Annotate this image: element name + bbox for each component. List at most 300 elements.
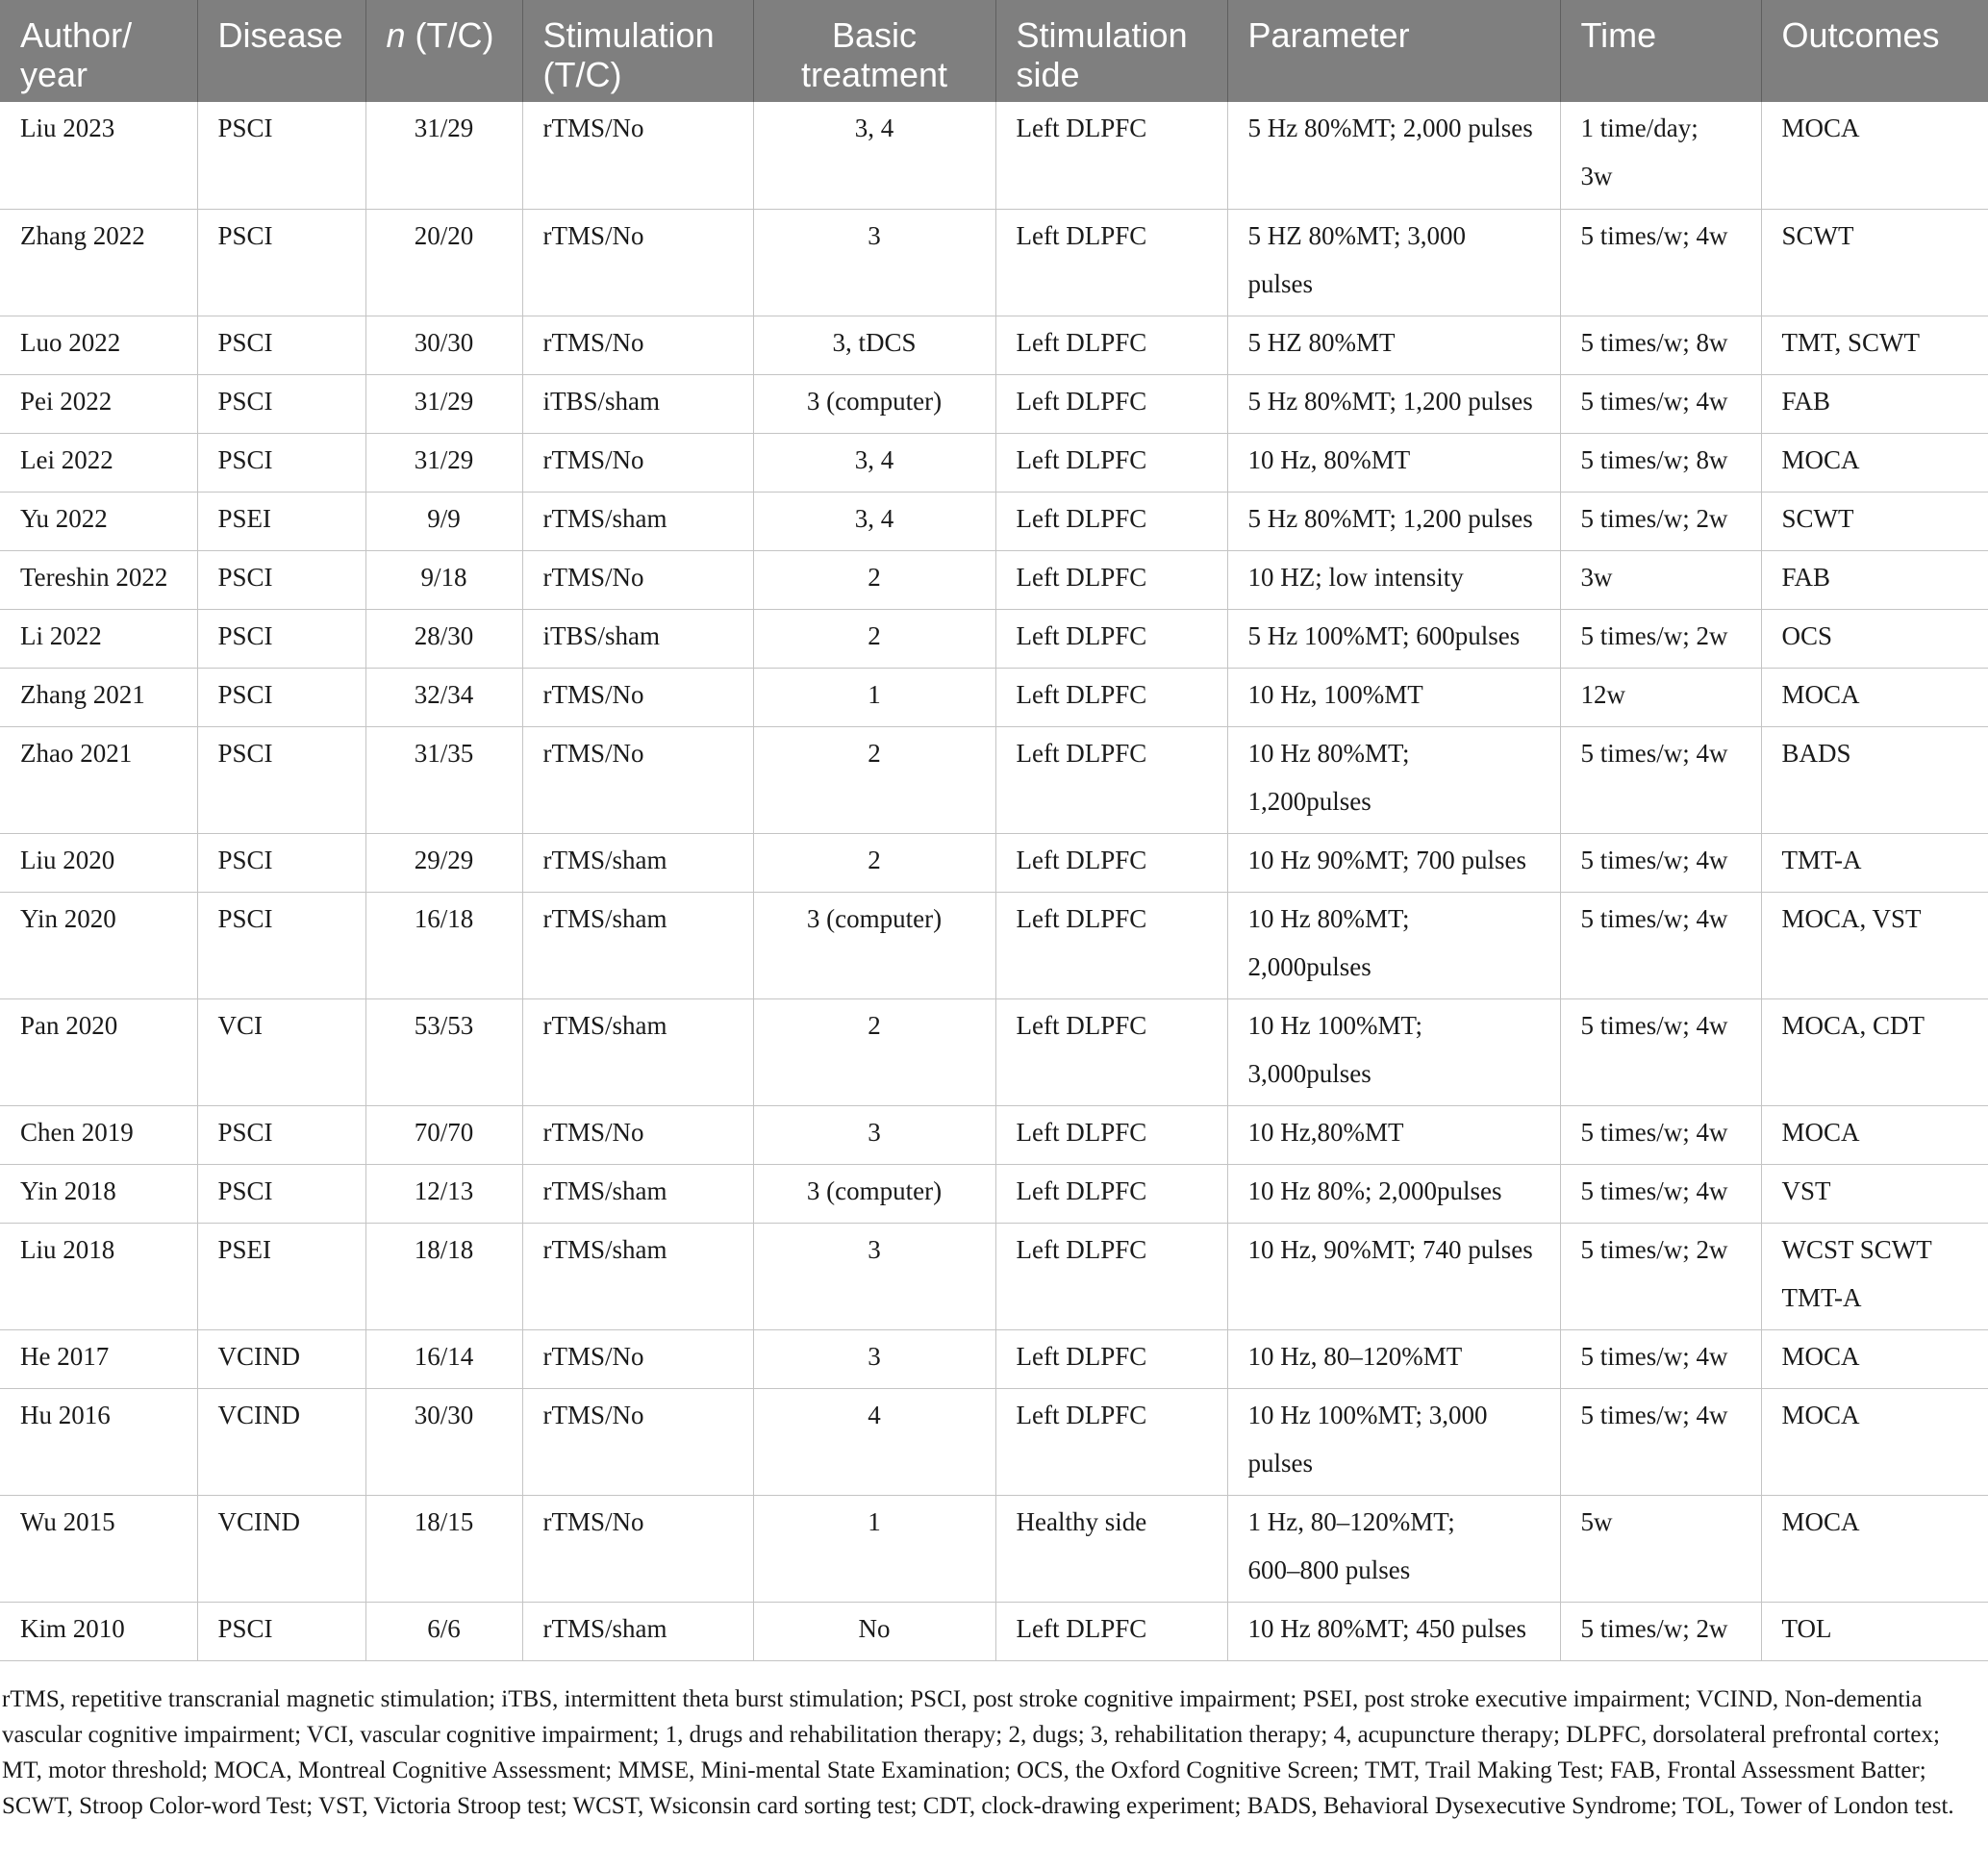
table-row	[0, 1329, 1988, 1388]
cell-n	[365, 833, 522, 892]
cell-outcomes	[1761, 609, 1988, 668]
cell-parameter-text: 10 HZ; low intensity	[1247, 562, 1464, 592]
cell-time	[1560, 833, 1761, 892]
cell-author-year	[0, 1223, 197, 1329]
cell-stimulation-text: rTMS/No	[542, 679, 644, 709]
cell-outcomes	[1761, 374, 1988, 433]
cell-parameter	[1227, 1329, 1560, 1388]
cell-outcomes	[1761, 316, 1988, 374]
cell-stimulation-side-text: Left DLPFC	[1016, 562, 1147, 592]
cell-stimulation	[522, 998, 753, 1105]
cell-outcomes	[1761, 833, 1988, 892]
cell-disease-text: PSCI	[217, 738, 273, 768]
cell-parameter	[1227, 668, 1560, 726]
cell-basic-treatment	[753, 492, 995, 550]
cell-outcomes-text: MOCA	[1781, 1506, 1860, 1536]
cell-stimulation	[522, 1602, 753, 1660]
cell-disease-text: PSCI	[217, 444, 273, 474]
cell-n	[365, 550, 522, 609]
table-row	[0, 316, 1988, 374]
cell-author-year-text: Kim 2010	[20, 1613, 125, 1643]
cell-n	[365, 1329, 522, 1388]
cell-n-text: 31/35	[414, 738, 474, 768]
cell-outcomes	[1761, 1602, 1988, 1660]
cell-basic-treatment-text: 2	[868, 738, 881, 768]
cell-n	[365, 316, 522, 374]
cell-time	[1560, 892, 1761, 998]
cell-parameter	[1227, 998, 1560, 1105]
cell-author-year-text: Lei 2022	[20, 444, 113, 474]
cell-basic-treatment	[753, 316, 995, 374]
cell-time	[1560, 1602, 1761, 1660]
cell-n-text: 18/18	[414, 1234, 474, 1264]
cell-stimulation	[522, 433, 753, 492]
cell-outcomes-text: TMT, SCWT	[1781, 327, 1920, 357]
cell-stimulation-side-text: Left DLPFC	[1016, 903, 1147, 933]
cell-stimulation-side	[995, 1223, 1227, 1329]
cell-parameter-text: 5 Hz 80%MT; 1,200 pulses	[1247, 386, 1533, 416]
cell-time-text: 5 times/w; 4w	[1580, 386, 1728, 416]
cell-stimulation-side-text: Left DLPFC	[1016, 114, 1147, 142]
cell-time	[1560, 1223, 1761, 1329]
cell-n	[365, 1602, 522, 1660]
cell-time	[1560, 998, 1761, 1105]
cell-basic-treatment-text: 3, tDCS	[832, 327, 917, 357]
cell-parameter-text: 1 Hz, 80–120%MT; 600–800 pulses	[1247, 1506, 1455, 1584]
cell-disease-text: VCIND	[217, 1341, 300, 1371]
cell-outcomes	[1761, 1223, 1988, 1329]
cell-outcomes-text: SCWT	[1781, 220, 1854, 250]
cell-parameter	[1227, 1495, 1560, 1602]
table-row	[0, 1164, 1988, 1223]
cell-time-text: 3w	[1580, 562, 1613, 592]
cell-basic-treatment	[753, 1388, 995, 1495]
table-row	[0, 374, 1988, 433]
cell-outcomes-text: MOCA	[1781, 1400, 1860, 1429]
cell-time-text: 5 times/w; 4w	[1580, 1341, 1728, 1371]
cell-parameter-text: 10 Hz 100%MT; 3,000 pulses	[1247, 1400, 1488, 1478]
cell-stimulation-text: rTMS/sham	[542, 503, 667, 533]
cell-n	[365, 609, 522, 668]
table-body	[0, 102, 1988, 1660]
cell-basic-treatment-text: 4	[868, 1400, 881, 1429]
cell-disease	[197, 892, 365, 998]
cell-stimulation-text: rTMS/No	[542, 114, 644, 142]
cell-time-text: 5 times/w; 2w	[1580, 620, 1728, 650]
cell-author-year	[0, 1164, 197, 1223]
cell-author-year	[0, 1495, 197, 1602]
cell-parameter	[1227, 492, 1560, 550]
cell-stimulation-side-text: Left DLPFC	[1016, 1400, 1147, 1429]
cell-time	[1560, 609, 1761, 668]
cell-author-year-text: Pei 2022	[20, 386, 113, 416]
cell-basic-treatment	[753, 433, 995, 492]
cell-parameter-text: 10 Hz,80%MT	[1247, 1117, 1404, 1147]
cell-stimulation-side	[995, 1164, 1227, 1223]
cell-author-year-text: Liu 2023	[20, 114, 115, 142]
cell-author-year	[0, 1105, 197, 1164]
cell-n	[365, 1223, 522, 1329]
cell-disease-text: VCIND	[217, 1400, 300, 1429]
cell-basic-treatment-text: 2	[868, 620, 881, 650]
cell-outcomes-text: TOL	[1781, 1613, 1832, 1643]
cell-n	[365, 998, 522, 1105]
cell-parameter	[1227, 1164, 1560, 1223]
cell-basic-treatment-text: 2	[868, 1010, 881, 1040]
header-stimulation-side: Stimulation side	[995, 0, 1227, 102]
cell-basic-treatment	[753, 1105, 995, 1164]
cell-author-year-text: Hu 2016	[20, 1400, 111, 1429]
cell-time	[1560, 492, 1761, 550]
cell-basic-treatment-text: 2	[868, 562, 881, 592]
cell-parameter-text: 5 Hz 80%MT; 1,200 pulses	[1247, 503, 1533, 533]
cell-author-year	[0, 550, 197, 609]
cell-stimulation-side-text: Left DLPFC	[1016, 845, 1147, 874]
cell-stimulation-side	[995, 609, 1227, 668]
cell-stimulation-side	[995, 668, 1227, 726]
cell-author-year-text: Tereshin 2022	[20, 562, 168, 592]
cell-disease-text: PSCI	[217, 1117, 273, 1147]
cell-author-year	[0, 374, 197, 433]
cell-stimulation-side	[995, 1105, 1227, 1164]
cell-parameter-text: 10 Hz 80%MT; 1,200pulses	[1247, 738, 1410, 816]
cell-basic-treatment-text: 3 (computer)	[806, 386, 943, 416]
cell-stimulation-side	[995, 492, 1227, 550]
cell-outcomes-text: VST	[1781, 1175, 1831, 1205]
cell-author-year-text: Zhao 2021	[20, 738, 133, 768]
cell-n-text: 31/29	[414, 444, 474, 474]
cell-stimulation	[522, 833, 753, 892]
cell-outcomes	[1761, 550, 1988, 609]
cell-stimulation-text: rTMS/sham	[542, 1175, 667, 1205]
cell-disease-text: PSCI	[217, 114, 273, 142]
cell-time	[1560, 316, 1761, 374]
cell-outcomes-text: MOCA	[1781, 1117, 1860, 1147]
cell-parameter-text: 10 Hz, 90%MT; 740 pulses	[1247, 1234, 1533, 1264]
cell-stimulation	[522, 609, 753, 668]
cell-n	[365, 102, 522, 209]
cell-n	[365, 433, 522, 492]
cell-stimulation-side	[995, 102, 1227, 209]
cell-outcomes-text: MOCA, VST	[1781, 903, 1922, 933]
cell-outcomes-text: MOCA	[1781, 114, 1860, 142]
cell-time	[1560, 374, 1761, 433]
cell-disease	[197, 1495, 365, 1602]
cell-stimulation	[522, 374, 753, 433]
cell-outcomes-text: MOCA	[1781, 444, 1860, 474]
cell-basic-treatment-text: 1	[868, 679, 881, 709]
cell-outcomes-text: BADS	[1781, 738, 1851, 768]
cell-n-text: 70/70	[414, 1117, 474, 1147]
cell-parameter	[1227, 833, 1560, 892]
cell-disease-text: VCIND	[217, 1506, 300, 1536]
cell-stimulation-side-text: Left DLPFC	[1016, 620, 1147, 650]
cell-author-year-text: Zhang 2022	[20, 220, 145, 250]
cell-stimulation-side	[995, 316, 1227, 374]
cell-parameter-text: 10 Hz 80%MT; 2,000pulses	[1247, 903, 1410, 981]
cell-parameter	[1227, 102, 1560, 209]
cell-stimulation-side	[995, 726, 1227, 833]
cell-disease	[197, 433, 365, 492]
cell-disease	[197, 209, 365, 316]
header-author-year: Author/ year	[0, 0, 197, 102]
cell-outcomes-text: FAB	[1781, 562, 1831, 592]
cell-basic-treatment-text: 1	[868, 1506, 881, 1536]
cell-disease	[197, 609, 365, 668]
cell-author-year-text: Zhang 2021	[20, 679, 145, 709]
table-row	[0, 550, 1988, 609]
cell-stimulation-side	[995, 1602, 1227, 1660]
table-row	[0, 998, 1988, 1105]
cell-disease	[197, 374, 365, 433]
cell-disease-text: PSCI	[217, 1613, 273, 1643]
cell-n-text: 9/18	[420, 562, 467, 592]
cell-stimulation-side-text: Left DLPFC	[1016, 1117, 1147, 1147]
cell-disease	[197, 1329, 365, 1388]
cell-stimulation-side	[995, 833, 1227, 892]
cell-stimulation-text: rTMS/No	[542, 1341, 644, 1371]
cell-time	[1560, 102, 1761, 209]
cell-time-text: 5 times/w; 2w	[1580, 1613, 1728, 1643]
cell-author-year	[0, 668, 197, 726]
cell-author-year	[0, 1602, 197, 1660]
cell-disease-text: PSCI	[217, 220, 273, 250]
cell-time-text: 1 time/day; 3w	[1580, 114, 1699, 190]
cell-disease	[197, 492, 365, 550]
cell-outcomes-text: FAB	[1781, 386, 1831, 416]
cell-basic-treatment	[753, 668, 995, 726]
cell-time-text: 5 times/w; 8w	[1580, 444, 1728, 474]
cell-time	[1560, 433, 1761, 492]
cell-stimulation-side-text: Left DLPFC	[1016, 1234, 1147, 1264]
table-row	[0, 1602, 1988, 1660]
cell-stimulation-side	[995, 209, 1227, 316]
cell-stimulation-side	[995, 433, 1227, 492]
table-row	[0, 1105, 1988, 1164]
cell-parameter	[1227, 316, 1560, 374]
cell-n	[365, 209, 522, 316]
cell-author-year	[0, 102, 197, 209]
cell-stimulation-side	[995, 1329, 1227, 1388]
cell-parameter	[1227, 209, 1560, 316]
cell-stimulation	[522, 1164, 753, 1223]
cell-disease	[197, 550, 365, 609]
cell-author-year	[0, 433, 197, 492]
cell-stimulation-side	[995, 374, 1227, 433]
cell-stimulation-text: rTMS/No	[542, 1117, 644, 1147]
cell-outcomes	[1761, 998, 1988, 1105]
cell-author-year	[0, 892, 197, 998]
cell-disease	[197, 316, 365, 374]
cell-outcomes	[1761, 209, 1988, 316]
cell-author-year	[0, 1329, 197, 1388]
cell-author-year	[0, 316, 197, 374]
cell-outcomes	[1761, 1105, 1988, 1164]
table-header-row	[0, 0, 1988, 102]
cell-basic-treatment	[753, 1495, 995, 1602]
cell-basic-treatment	[753, 1223, 995, 1329]
cell-stimulation-side	[995, 1388, 1227, 1495]
cell-disease-text: PSCI	[217, 386, 273, 416]
cell-outcomes	[1761, 1164, 1988, 1223]
cell-stimulation	[522, 892, 753, 998]
cell-stimulation-text: rTMS/sham	[542, 903, 667, 933]
cell-time	[1560, 550, 1761, 609]
cell-stimulation-text: iTBS/sham	[542, 386, 661, 416]
cell-stimulation	[522, 1495, 753, 1602]
cell-n-text: 12/13	[414, 1175, 474, 1205]
cell-time-text: 5 times/w; 4w	[1580, 1400, 1728, 1429]
cell-author-year	[0, 1388, 197, 1495]
cell-disease-text: VCI	[217, 1010, 263, 1040]
cell-disease-text: PSCI	[217, 903, 273, 933]
cell-stimulation-text: rTMS/sham	[542, 1234, 667, 1264]
cell-time-text: 5 times/w; 4w	[1580, 738, 1728, 768]
cell-stimulation-side-text: Left DLPFC	[1016, 679, 1147, 709]
table-row	[0, 1495, 1988, 1602]
cell-stimulation	[522, 316, 753, 374]
cell-basic-treatment	[753, 1329, 995, 1388]
table-row	[0, 1388, 1988, 1495]
cell-disease	[197, 726, 365, 833]
cell-n	[365, 668, 522, 726]
cell-n	[365, 726, 522, 833]
cell-stimulation	[522, 492, 753, 550]
cell-n-text: 18/15	[414, 1506, 474, 1536]
cell-stimulation-side-text: Left DLPFC	[1016, 386, 1147, 416]
cell-time	[1560, 1388, 1761, 1495]
cell-disease-text: PSCI	[217, 562, 273, 592]
cell-outcomes-text: MOCA, CDT	[1781, 1010, 1925, 1040]
cell-stimulation-side	[995, 550, 1227, 609]
cell-time-text: 5 times/w; 4w	[1580, 220, 1728, 250]
header-disease: Disease	[197, 0, 365, 102]
cell-basic-treatment	[753, 102, 995, 209]
cell-outcomes	[1761, 1388, 1988, 1495]
cell-basic-treatment-text: 3	[868, 1117, 881, 1147]
cell-stimulation-text: iTBS/sham	[542, 620, 661, 650]
cell-stimulation-text: rTMS/No	[542, 220, 644, 250]
table-row	[0, 102, 1988, 209]
cell-stimulation-side-text: Left DLPFC	[1016, 1175, 1147, 1205]
cell-basic-treatment	[753, 550, 995, 609]
cell-stimulation	[522, 668, 753, 726]
cell-outcomes-text: TMT-A	[1781, 845, 1862, 874]
cell-stimulation	[522, 102, 753, 209]
cell-outcomes	[1761, 668, 1988, 726]
cell-disease	[197, 1223, 365, 1329]
header-stimulation: Stimulation (T/C)	[522, 0, 753, 102]
cell-basic-treatment	[753, 209, 995, 316]
cell-stimulation-side-text: Left DLPFC	[1016, 1010, 1147, 1040]
header-n: n (T/C)	[365, 0, 522, 102]
cell-basic-treatment	[753, 726, 995, 833]
cell-time	[1560, 1495, 1761, 1602]
cell-author-year-text: Luo 2022	[20, 327, 121, 357]
cell-n	[365, 1105, 522, 1164]
cell-author-year-text: Chen 2019	[20, 1117, 134, 1147]
cell-time	[1560, 668, 1761, 726]
cell-basic-treatment-text: 3, 4	[854, 503, 894, 533]
cell-stimulation-side-text: Left DLPFC	[1016, 738, 1147, 768]
cell-parameter-text: 5 Hz 100%MT; 600pulses	[1247, 620, 1521, 650]
cell-n-text: 28/30	[414, 620, 474, 650]
cell-time	[1560, 1105, 1761, 1164]
cell-author-year-text: Wu 2015	[20, 1506, 115, 1536]
cell-outcomes-text: SCWT	[1781, 503, 1854, 533]
cell-stimulation-text: rTMS/No	[542, 444, 644, 474]
cell-stimulation-text: rTMS/No	[542, 327, 644, 357]
cell-basic-treatment	[753, 374, 995, 433]
cell-parameter-text: 10 Hz 80%; 2,000pulses	[1247, 1175, 1502, 1205]
cell-basic-treatment	[753, 998, 995, 1105]
cell-time	[1560, 1164, 1761, 1223]
cell-outcomes	[1761, 726, 1988, 833]
header-basic-treatment: Basic treatment	[753, 0, 995, 102]
cell-basic-treatment	[753, 1602, 995, 1660]
cell-stimulation-side	[995, 892, 1227, 998]
cell-time-text: 5 times/w; 4w	[1580, 845, 1728, 874]
cell-basic-treatment-text: 3, 4	[854, 114, 894, 142]
cell-parameter-text: 10 Hz 80%MT; 450 pulses	[1247, 1613, 1526, 1643]
table-row	[0, 668, 1988, 726]
cell-outcomes	[1761, 492, 1988, 550]
cell-author-year	[0, 492, 197, 550]
cell-n-text: 30/30	[414, 1400, 474, 1429]
cell-parameter	[1227, 374, 1560, 433]
cell-disease-text: PSCI	[217, 1175, 273, 1205]
cell-parameter	[1227, 609, 1560, 668]
cell-basic-treatment	[753, 833, 995, 892]
cell-disease-text: PSEI	[217, 503, 272, 533]
table-row	[0, 892, 1988, 998]
cell-n	[365, 1495, 522, 1602]
cell-parameter	[1227, 1602, 1560, 1660]
cell-stimulation	[522, 726, 753, 833]
cell-author-year	[0, 998, 197, 1105]
cell-basic-treatment-text: 3 (computer)	[806, 1175, 943, 1205]
table-row	[0, 433, 1988, 492]
cell-author-year	[0, 609, 197, 668]
cell-basic-treatment	[753, 892, 995, 998]
cell-parameter	[1227, 433, 1560, 492]
cell-n-text: 9/9	[427, 503, 461, 533]
cell-stimulation-side	[995, 998, 1227, 1105]
header-time: Time	[1560, 0, 1761, 102]
cell-stimulation	[522, 1329, 753, 1388]
cell-stimulation-side-text: Left DLPFC	[1016, 327, 1147, 357]
cell-stimulation-text: rTMS/sham	[542, 1613, 667, 1643]
cell-stimulation-side-text: Left DLPFC	[1016, 503, 1147, 533]
cell-parameter-text: 10 Hz, 100%MT	[1247, 679, 1423, 709]
cell-time-text: 5 times/w; 2w	[1580, 1234, 1728, 1264]
cell-parameter-text: 10 Hz 100%MT; 3,000pulses	[1247, 1010, 1422, 1088]
cell-author-year-text: Pan 2020	[20, 1010, 118, 1040]
cell-stimulation-side	[995, 1495, 1227, 1602]
cell-stimulation-text: rTMS/No	[542, 1400, 644, 1429]
table-row	[0, 609, 1988, 668]
cell-parameter	[1227, 1388, 1560, 1495]
cell-author-year	[0, 833, 197, 892]
cell-n	[365, 1164, 522, 1223]
cell-outcomes-text: MOCA	[1781, 679, 1860, 709]
cell-disease-text: PSCI	[217, 620, 273, 650]
cell-parameter-text: 10 Hz, 80–120%MT	[1247, 1341, 1463, 1371]
cell-disease-text: PSEI	[217, 1234, 272, 1264]
cell-outcomes	[1761, 102, 1988, 209]
cell-author-year-text: He 2017	[20, 1341, 110, 1371]
cell-basic-treatment	[753, 1164, 995, 1223]
